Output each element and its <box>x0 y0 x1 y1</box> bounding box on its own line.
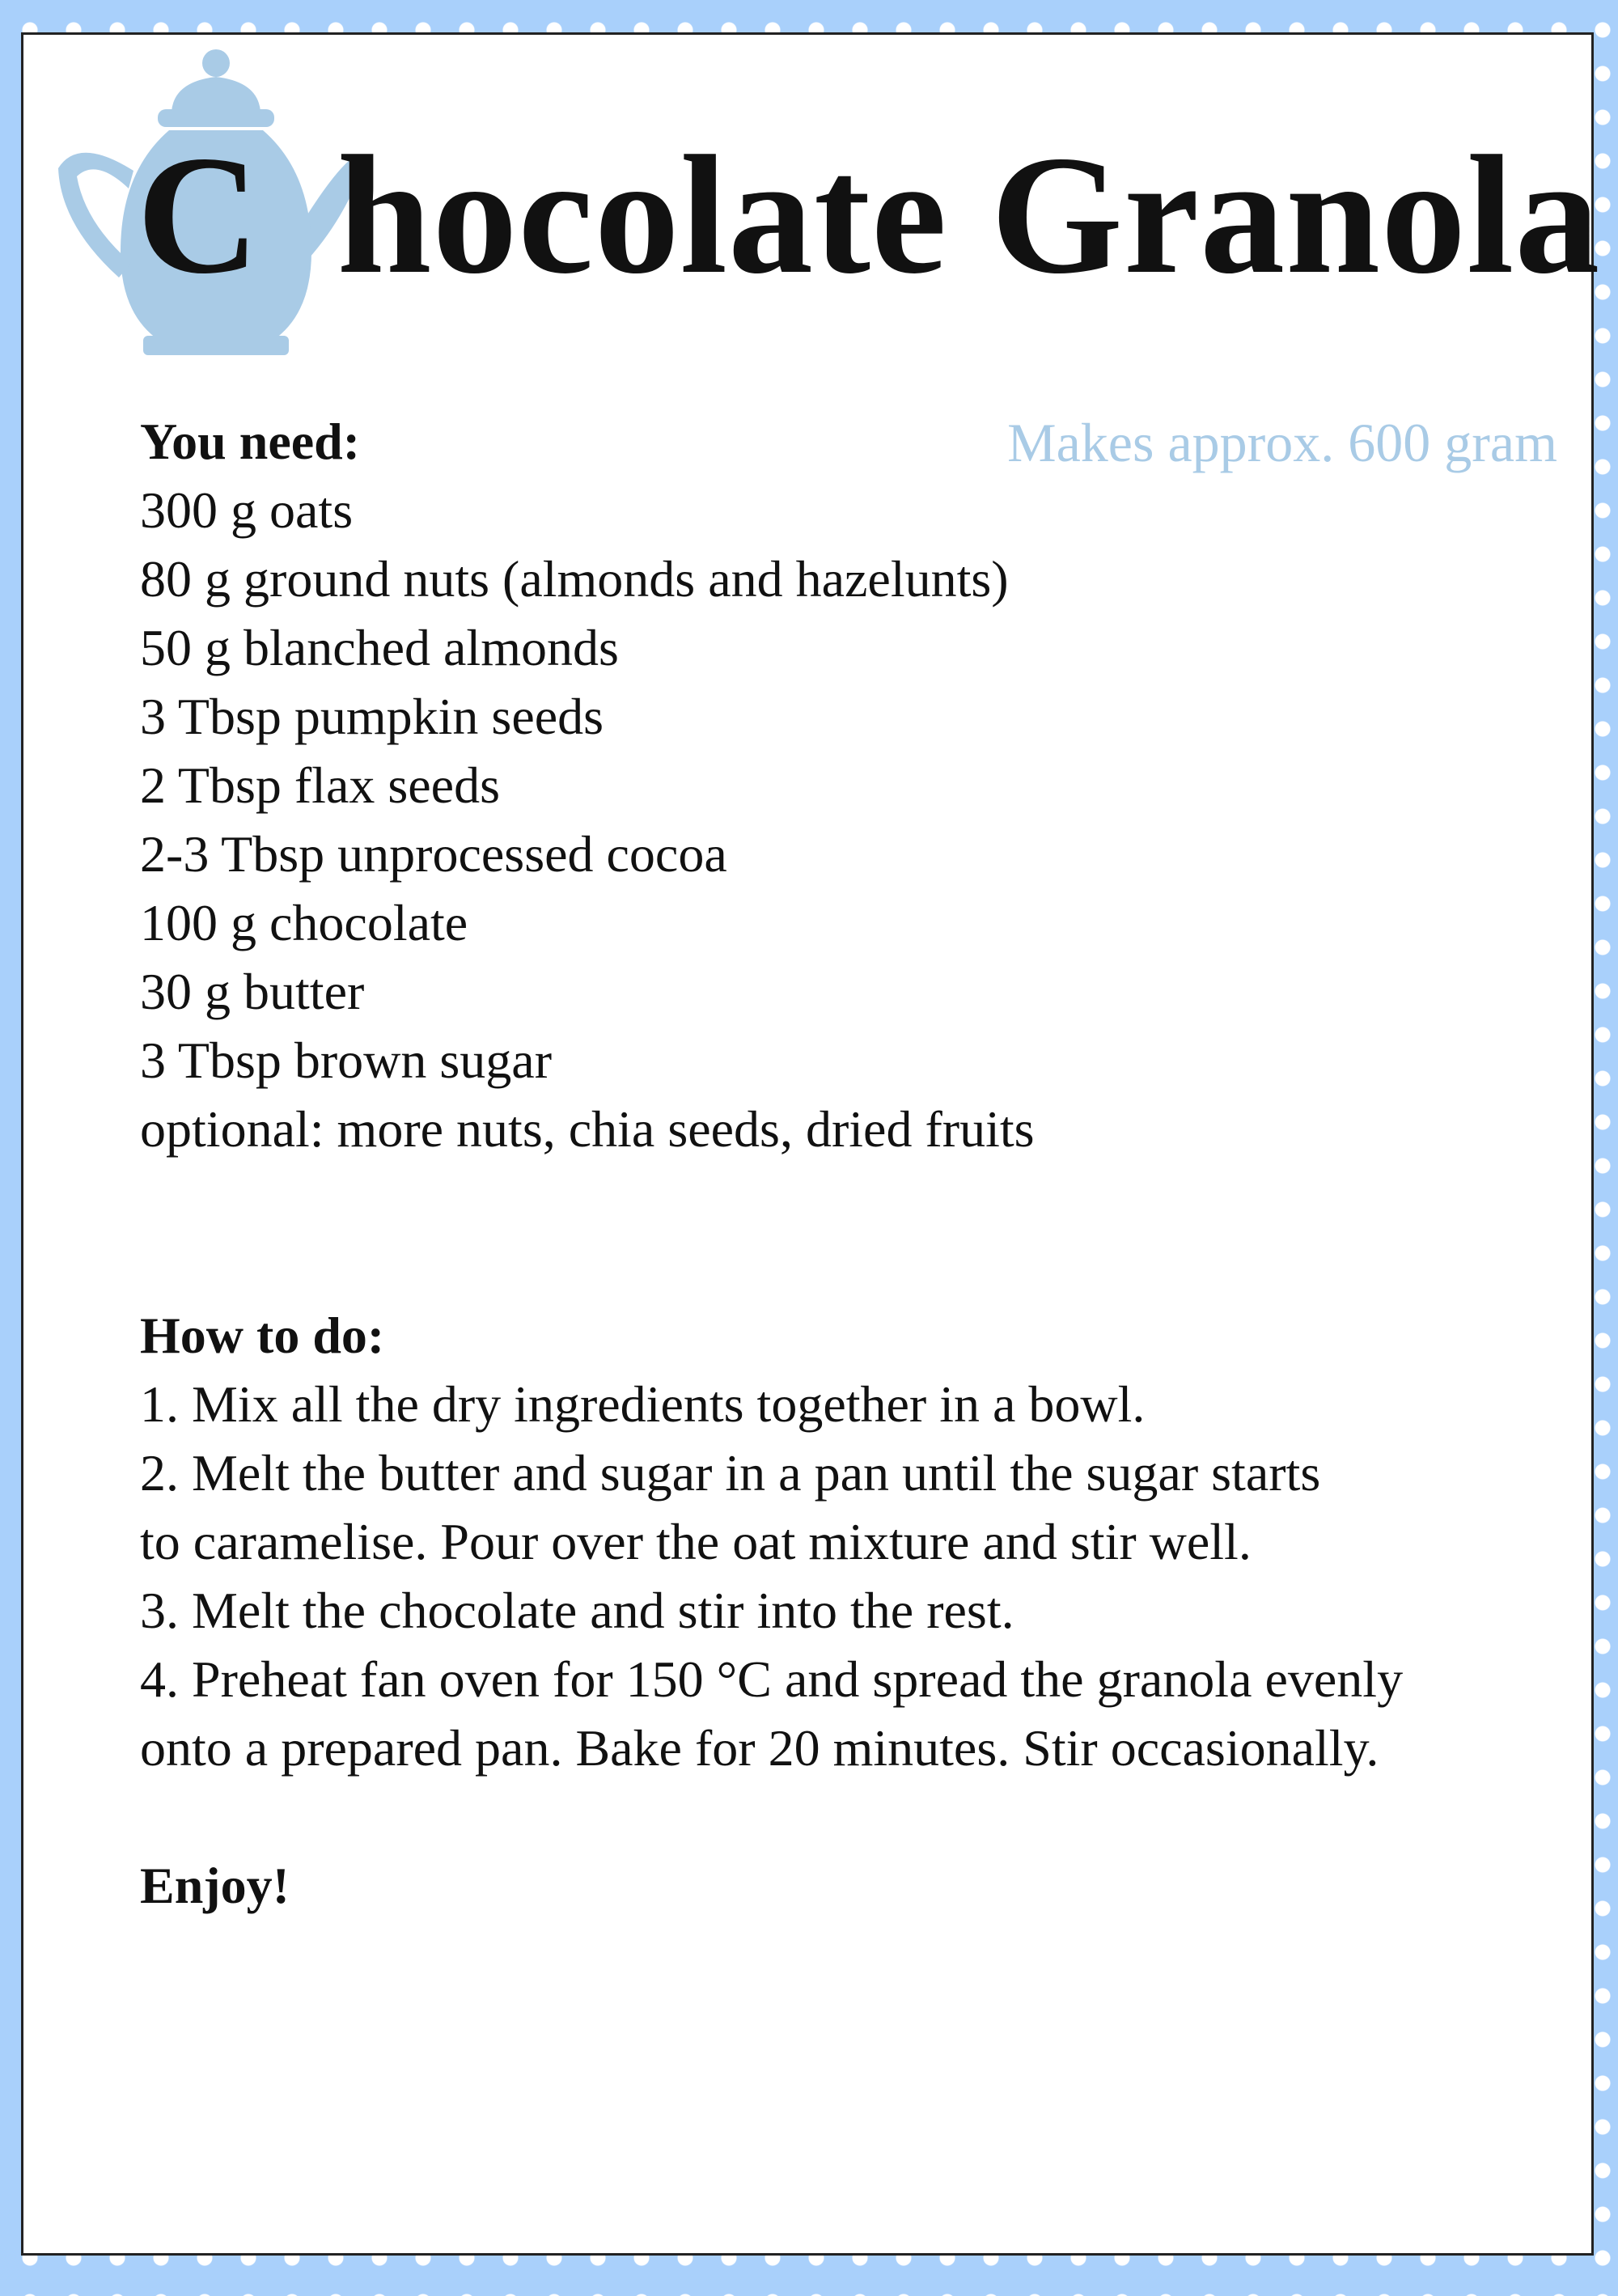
ingredient-item: 300 g oats <box>140 481 354 539</box>
ingredient-item: 100 g chocolate <box>140 894 468 951</box>
instruction-line: 4. Preheat fan oven for 150 °C and spread the granola evenly <box>140 1650 1404 1708</box>
ingredients-heading: You need: <box>140 413 361 470</box>
ingredient-item: 80 g ground nuts (almonds and hazelunts) <box>140 550 1009 608</box>
title-rest: hocolate Granola <box>337 121 1601 309</box>
ingredient-item: 2-3 Tbsp unprocessed cocoa <box>140 825 727 883</box>
recipe-title <box>137 121 1601 309</box>
ingredient-item: 3 Tbsp pumpkin seeds <box>140 688 604 745</box>
ingredient-item: 50 g blanched almonds <box>140 619 619 676</box>
instructions-heading: How to do: <box>140 1307 385 1364</box>
ingredient-item: 3 Tbsp brown sugar <box>140 1032 552 1089</box>
instruction-line: 2. Melt the butter and sugar in a pan until the sugar starts <box>140 1444 1321 1502</box>
instructions-list <box>140 1370 1564 1782</box>
closing-text: Enjoy! <box>140 1857 290 1914</box>
instruction-line: 3. Melt the chocolate and stir into the rest. <box>140 1582 1014 1639</box>
ingredient-item: 30 g butter <box>140 963 365 1020</box>
instruction-line: to caramelise. Pour over the oat mixture and stir well. <box>140 1513 1252 1570</box>
title-initial: C <box>137 121 260 309</box>
recipe-card <box>21 32 1601 2256</box>
yield-note: Makes approx. 600 gram <box>1007 412 1557 473</box>
instruction-line: onto a prepared pan. Bake for 20 minutes. Stir occasionally. <box>140 1719 1379 1777</box>
ingredient-item: optional: more nuts, chia seeds, dried fruits <box>140 1100 1035 1158</box>
recipe-body <box>140 407 1564 1920</box>
ingredient-item: 2 Tbsp flax seeds <box>140 756 500 814</box>
instruction-line: 1. Mix all the dry ingredients together in a bowl. <box>140 1375 1146 1433</box>
ingredients-list <box>140 476 1564 1163</box>
